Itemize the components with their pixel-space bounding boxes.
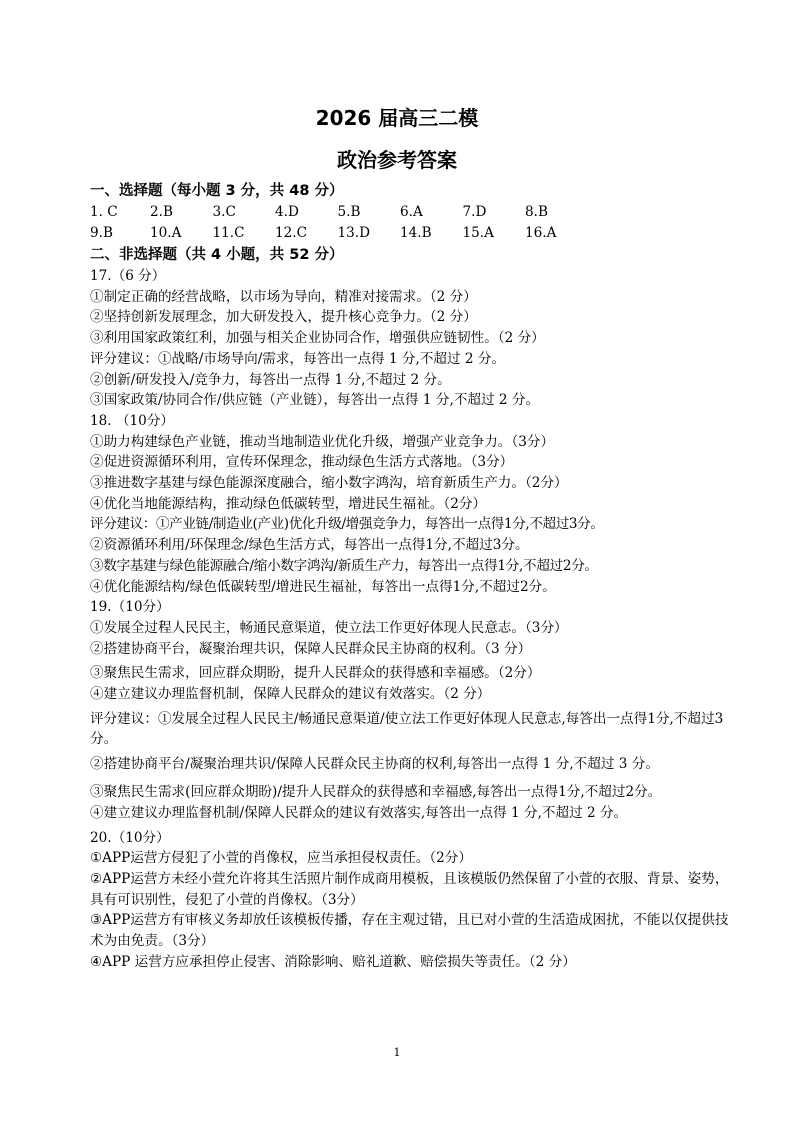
answer-line: ①发展全过程人民民主，畅通民意渠道，使立法工作更好体现人民意志。（3分） bbox=[90, 619, 568, 636]
grading-line: ②创新/研发投入/竞争力，每答出一点得 1 分,不超过 2 分。 bbox=[90, 371, 451, 388]
mc-answer: 16.A bbox=[525, 225, 557, 241]
grading-paragraph: ④建立建议办理监督机制/保障人民群众的建议有效落实,每答出一点得 1 分,不超过 2 分。 bbox=[90, 804, 628, 821]
answer-paragraph: ②APP运营方未经小萱允许将其生活照片制作成商用模板，且该模版仍然保留了小萱的衣服、背景、姿势，具有可识别性，侵犯了小萱的肖像权。（3分） bbox=[90, 870, 729, 908]
answer-line: ②坚持创新发展理念，加大研发投入，提升核心竞争力。（2 分） bbox=[90, 309, 477, 326]
grading-line: ③国家政策/协同合作/供应链（产业链），每答出一点得 1 分,不超过 2 分。 bbox=[90, 392, 540, 409]
question-label-19: 19.（10分） bbox=[90, 599, 170, 616]
mc-answer: 3.C bbox=[212, 204, 236, 220]
grading-line: 评分建议：①战略/市场导向/需求，每答出一点得 1 分,不超过 2 分。 bbox=[90, 350, 506, 367]
grading-paragraph: 评分建议：①发展全过程人民民主/畅通民意渠道/使立法工作更好体现人民意志,每答出一点得1分,不超过3分。 bbox=[90, 710, 724, 748]
section-heading-choice: 一、选择题（每小题 3 分，共 48 分） bbox=[90, 183, 344, 199]
mc-answer: 2.B bbox=[150, 204, 173, 220]
answer-line: ③利用国家政策红利，加强与相关企业协同合作，增强供应链韧性。（2 分） bbox=[90, 330, 545, 347]
mc-answer: 7.D bbox=[462, 204, 487, 220]
question-label-18: 18. （10分） bbox=[90, 412, 175, 429]
answer-line: ④APP 运营方应承担停止侵害、消除影响、赔礼道歉、赔偿损失等责任。（2 分） bbox=[90, 953, 576, 970]
mc-answer: 4.D bbox=[275, 204, 299, 220]
mc-answer: 11.C bbox=[212, 225, 245, 241]
mc-answer: 14.B bbox=[400, 225, 432, 241]
mc-answer: 10.A bbox=[150, 225, 182, 241]
grading-paragraph: ②搭建协商平台/凝聚治理共识/保障人民群众民主协商的权利,每答出一点得 1 分,不超过 3 分。 bbox=[90, 756, 659, 773]
answer-line: ②促进资源循环利用，宣传环保理念，推动绿色生活方式落地。（3分） bbox=[90, 454, 514, 471]
section-heading-essay: 二、非选择题（共 4 小题，共 52 分） bbox=[90, 247, 344, 263]
answer-content bbox=[90, 180, 730, 973]
mc-answer: 15.A bbox=[462, 225, 494, 241]
mc-answer: 9.B bbox=[90, 225, 113, 241]
answer-line: ①助力构建绿色产业链，推动当地制造业优化升级，增强产业竞争力。（3分） bbox=[90, 433, 555, 450]
question-label-17: 17.（6 分） bbox=[90, 268, 166, 284]
page-subtitle: 政治参考答案 bbox=[337, 148, 457, 172]
grading-line: ③数字基建与绿色能源融合/缩小数字鸿沟/新质生产力，每答出一点得1分,不超过2分。 bbox=[90, 557, 598, 574]
answer-line: ③推进数字基建与绿色能源深度融合，缩小数字鸿沟，培育新质生产力。（2分） bbox=[90, 475, 568, 492]
mc-answer: 1. C bbox=[90, 204, 118, 220]
mc-answer: 13.D bbox=[337, 225, 371, 241]
grading-paragraph: ③聚焦民生需求(回应群众期盼)/提升人民群众的获得感和幸福感,每答出一点得1分,不超过2分。 bbox=[90, 784, 662, 801]
page-title: 2026 届高三二模 bbox=[315, 106, 479, 130]
answer-line: ④建立建议办理监督机制，保障人民群众的建议有效落实。（2 分） bbox=[90, 686, 491, 703]
answer-line: ②搭建协商平台，凝聚治理共识，保障人民群众民主协商的权利。（3 分） bbox=[90, 640, 532, 657]
question-label-20: 20.（10分） bbox=[90, 829, 170, 846]
mc-answer: 5.B bbox=[337, 204, 361, 220]
mc-answer: 8.B bbox=[525, 204, 548, 220]
answer-paragraph: ③APP运营方有审核义务却放任该模板传播，存在主观过错，且已对小萱的生活造成困扰，不能以仅提供技术为由免责。（3分） bbox=[90, 912, 729, 950]
answer-line: ③聚焦民生需求，回应群众期盼，提升人民群众的获得感和幸福感。（2分） bbox=[90, 665, 541, 682]
grading-line: ④优化能源结构/绿色低碳转型/增进民生福祉，每答出一点得1分,不超过2分。 bbox=[90, 578, 556, 595]
mc-answer: 12.C bbox=[275, 225, 308, 241]
answer-line: ④优化当地能源结构，推动绿色低碳转型，增进民生福祉。（2分） bbox=[90, 495, 487, 512]
grading-line: 评分建议：①产业链/制造业(产业)优化升级/增强竞争力，每答出一点得1分,不超过3分。 bbox=[90, 516, 604, 533]
mc-answer-row-2 bbox=[90, 223, 730, 244]
answer-line: ①制定正确的经营战略，以市场为导向，精准对接需求。（2 分） bbox=[90, 288, 477, 305]
mc-answer: 6.A bbox=[400, 204, 423, 220]
grading-line: ②资源循环利用/环保理念/绿色生活方式，每答出一点得1分,不超过3分。 bbox=[90, 537, 529, 554]
mc-answer-row-1 bbox=[90, 202, 730, 223]
answer-line: ①APP运营方侵犯了小萱的肖像权，应当承担侵权责任。（2分） bbox=[90, 850, 472, 867]
page-number: 1 bbox=[393, 1046, 401, 1059]
